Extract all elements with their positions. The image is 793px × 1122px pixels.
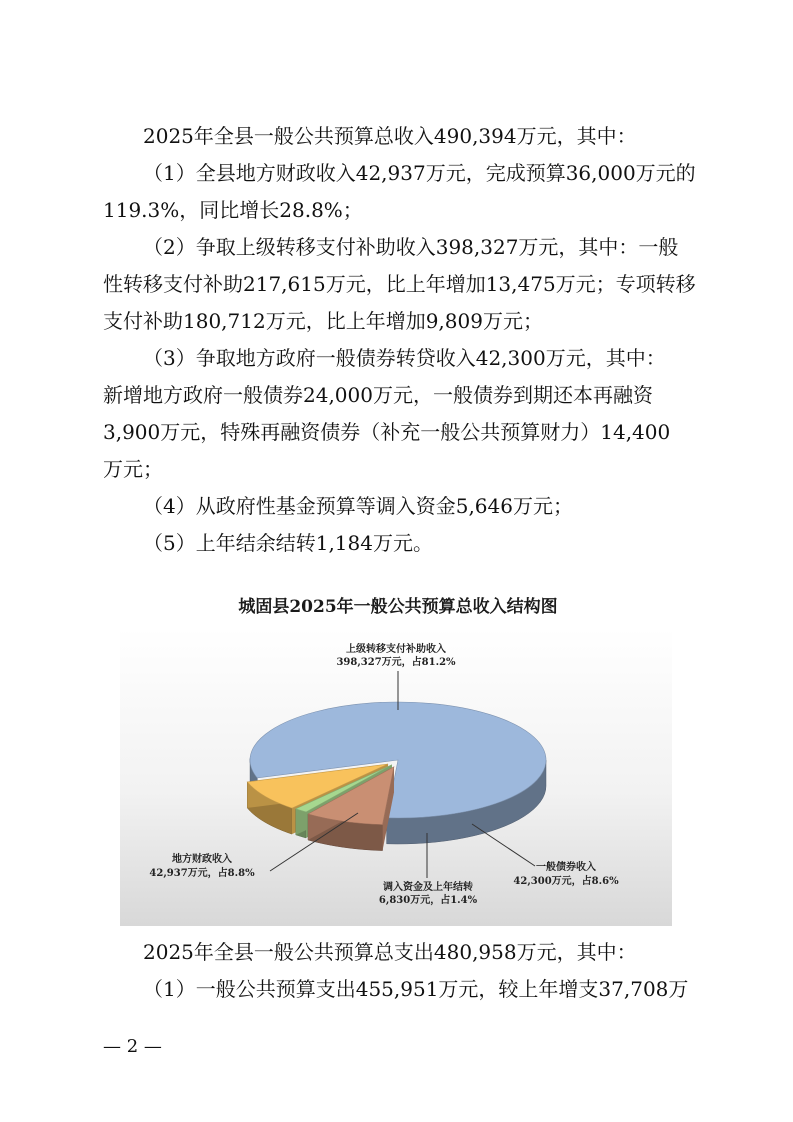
slice-label-bond-value: 42,300万元，占8.6% xyxy=(513,876,619,887)
chart-svg xyxy=(120,628,672,926)
slice-label-bond-name: 一般债券收入 xyxy=(536,862,596,873)
slice-label-transfer-in-name: 调入资金及上年结转 xyxy=(383,882,473,893)
income-structure-chart xyxy=(120,628,672,926)
income-item2-line2: 性转移支付补助217,615万元，比上年增加13,475万元；专项转移 xyxy=(103,272,696,296)
income-item3-line2: 新增地方政府一般债券24,000万元，一般债券到期还本再融资 xyxy=(103,383,653,407)
income-item3-line4: 万元； xyxy=(103,457,163,481)
slice-label-transfer-value: 398,327万元，占81.2% xyxy=(336,657,456,668)
income-item2-line1: （2）争取上级转移支付补助收入398,327万元，其中：一般 xyxy=(143,235,679,259)
income-item2-line3: 支付补助180,712万元，比上年增加9,809万元； xyxy=(103,309,543,333)
expenditure-summary: 2025年全县一般公共预算总支出480,958万元，其中： xyxy=(143,940,637,964)
chart-title: 城固县2025年一般公共预算总收入结构图 xyxy=(238,597,558,617)
slice-label-local-value: 42,937万元，占8.8% xyxy=(149,868,255,879)
income-item1-line2: 119.3%，同比增长28.8%； xyxy=(103,198,363,222)
income-summary: 2025年全县一般公共预算总收入490,394万元，其中： xyxy=(143,124,637,148)
income-item5: （5）上年结余结转1,184万元。 xyxy=(143,531,433,555)
page-number: — 2 — xyxy=(103,1036,162,1057)
slice-label-transfer-in-value: 6,830万元，占1.4% xyxy=(378,895,478,906)
income-item3-line3: 3,900万元，特殊再融资债券（补充一般公共预算财力）14,400 xyxy=(103,420,671,444)
expenditure-item1-line1: （1）一般公共预算支出455,951万元，较上年增支37,708万 xyxy=(143,977,689,1001)
income-item4: （4）从政府性基金预算等调入资金5,646万元； xyxy=(143,494,573,518)
income-item3-line1: （3）争取地方政府一般债券转贷收入42,300万元，其中： xyxy=(143,346,666,370)
income-item1-line1: （1）全县地方财政收入42,937万元，完成预算36,000万元的 xyxy=(143,161,696,185)
slice-label-local-name: 地方财政收入 xyxy=(172,854,232,865)
slice-label-transfer-name: 上级转移支付补助收入 xyxy=(346,644,446,655)
